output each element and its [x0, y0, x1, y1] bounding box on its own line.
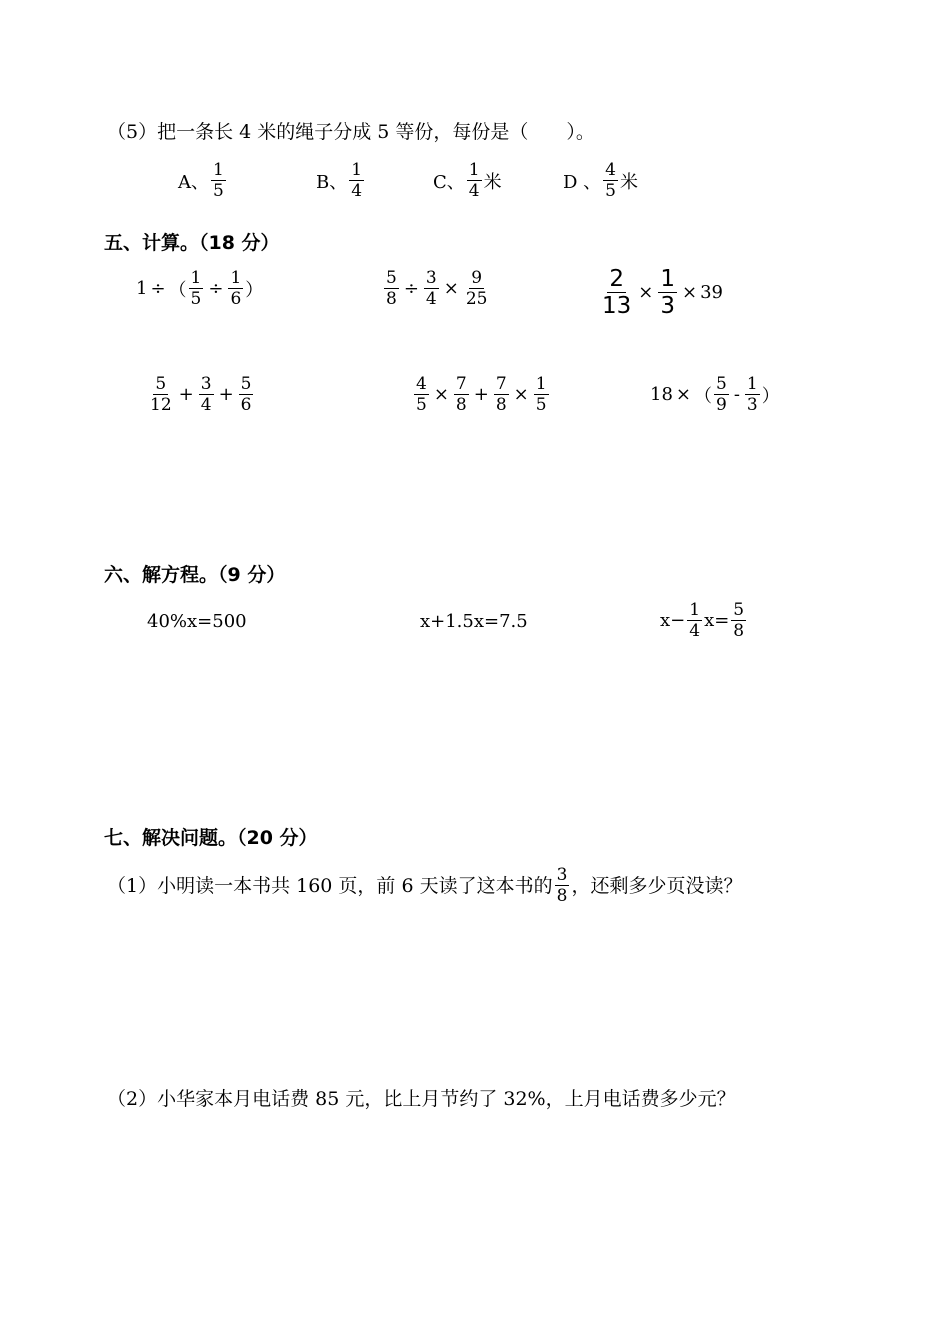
- option-c: [433, 160, 502, 201]
- calc-3: $\frac{2}{13}$ × $\frac{1}{3}$ × 39: [602, 266, 724, 319]
- option-fraction: $\frac{1}{4}$: [351, 160, 363, 201]
- calc-6: 18 × （ $\frac{5}{9}$ - $\frac{1}{3}$ ）: [650, 374, 780, 415]
- option-b: [316, 160, 366, 201]
- calc-4: $\frac{5}{12}$ + $\frac{3}{4}$ + $\frac{5}{6}$: [150, 374, 252, 415]
- option-fraction: $\frac{1}{5}$: [213, 160, 224, 201]
- section-5-title: 五、计算。（18 分）: [104, 232, 280, 254]
- problem-1: （1）小明读一本书共 160 页，前 6 天读了这本书的 $\frac{3}{8}$ ，还剩多少页没读？: [107, 865, 743, 906]
- option-unit: 米: [619, 171, 638, 193]
- option-fraction: $\frac{1}{4}$: [468, 160, 480, 201]
- section-6-title: 六、解方程。（9 分）: [104, 564, 286, 586]
- option-label: C、: [433, 171, 465, 193]
- question-5-text: （5）把一条长 4 米的绳子分成 5 等份，每份是（ ）。: [107, 121, 595, 143]
- problem-2: （2）小华家本月电话费 85 元，比上月节约了 32%，上月电话费多少元？: [107, 1088, 736, 1110]
- calc-2: $\frac{5}{8}$ ÷ $\frac{3}{4}$ × $\frac{9}{25}$: [386, 268, 488, 309]
- option-fraction: $\frac{4}{5}$: [605, 160, 616, 201]
- calc-1: 1 ÷ （ $\frac{1}{5}$ ÷ $\frac{1}{6}$ ）: [136, 268, 264, 309]
- section-7-title: 七、解决问题。（20 分）: [104, 827, 318, 849]
- option-label: A、: [178, 171, 209, 193]
- option-a: [178, 160, 228, 201]
- option-label: B、: [316, 171, 348, 193]
- option-d: [563, 160, 638, 201]
- calc-5: $\frac{4}{5}$ × $\frac{7}{8}$ + $\frac{7}{8}$ × $\frac{1}{5}$: [416, 374, 547, 415]
- option-label: D 、: [563, 171, 602, 193]
- equation-3: x− $\frac{1}{4}$ x= $\frac{5}{8}$: [660, 600, 745, 641]
- equation-2: x+1.5x=7.5: [420, 611, 528, 632]
- option-unit: 米: [483, 171, 502, 193]
- equation-1: 40%x=500: [147, 611, 247, 632]
